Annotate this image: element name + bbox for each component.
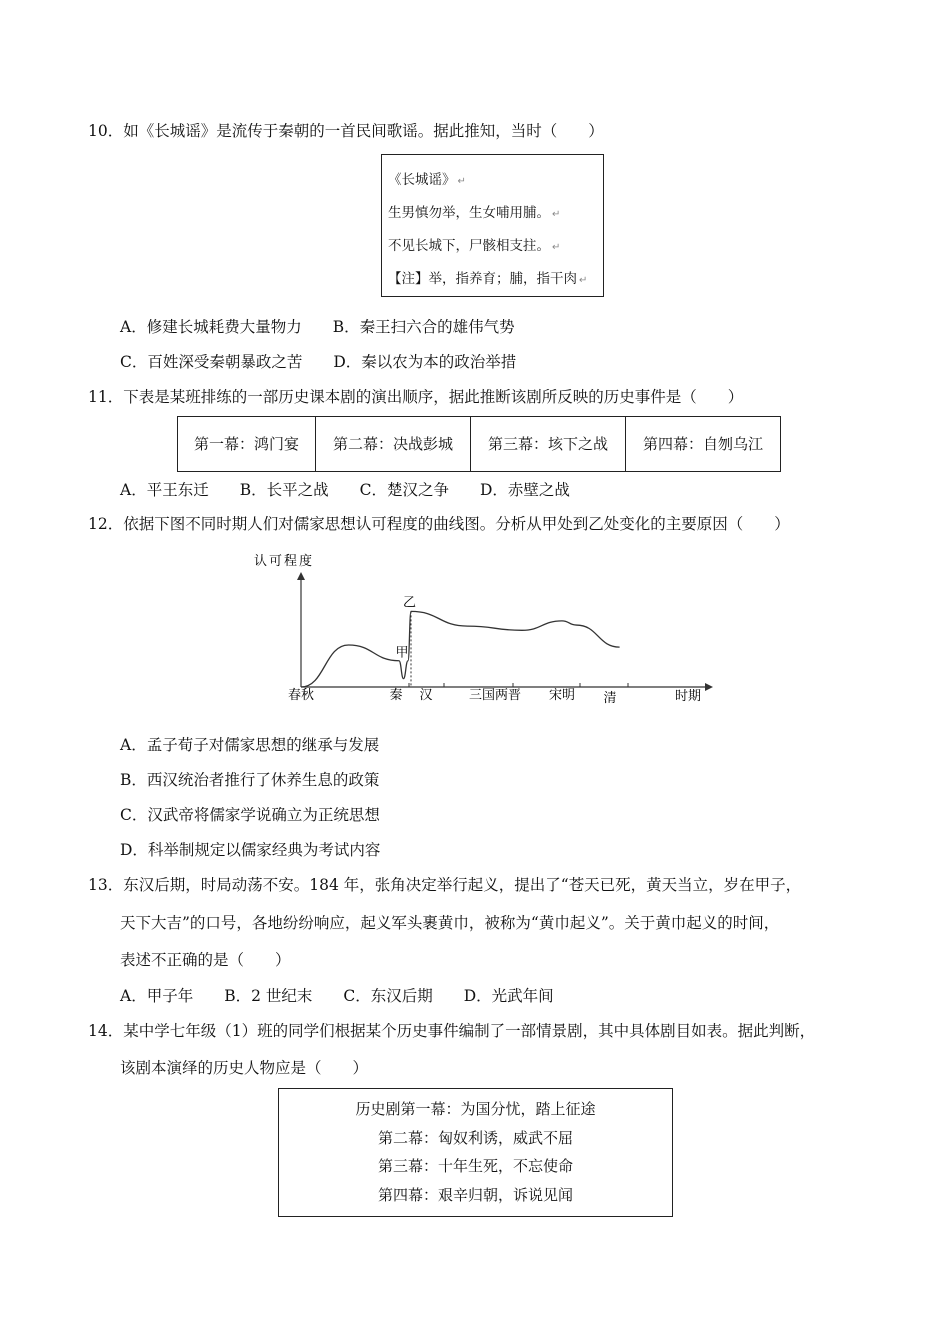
q14-line-2: 该剧本演绎的历史人物应是（ ） (120, 1059, 369, 1077)
acceptance-curve (301, 611, 620, 687)
q13-line-2: 天下大吉”的口号，各地纷纷响应，起义军头裹黄巾，被称为“黄巾起义”。关于黄巾起义的时间， (120, 914, 780, 932)
q11-stem: 11．下表是某班排练的一部历史课本剧的演出顺序，据此推断该剧所反映的历史事件是（ ） (88, 388, 744, 406)
q10-options-row2: C．百姓深受秦朝暴政之苦 D．秦以农为本的政治举措 (120, 353, 517, 371)
act-cell: 第三幕：垓下之战 (471, 417, 626, 472)
poem-line-2: 不见长城下，尸骸相支拄。 ↵ (388, 238, 561, 254)
play-act-4: 第四幕：艰辛归朝，诉说见闻 (377, 1186, 573, 1204)
q13-line-1: 13．东汉后期，时局动荡不安。184 年，张角决定举行起义，提出了“苍天已死，黄天当立，岁在甲子， (88, 876, 802, 894)
x-tick-label: 三国两晋 (469, 688, 522, 703)
q12-option-d: D．科举制规定以儒家经典为考试内容 (120, 841, 381, 859)
q10-options-row1: A．修建长城耗费大量物力 B．秦王扫六合的雄伟气势 (120, 318, 515, 336)
q12-stem: 12．依据下图不同时期人们对儒家思想认可程度的曲线图。分析从甲处到乙处变化的主要原因（ ） (88, 515, 790, 533)
x-tick-label: 春秋 (288, 688, 315, 703)
x-axis-label: 时期 (675, 689, 702, 704)
act-cell: 第四幕：自刎乌江 (626, 417, 781, 472)
x-axis-arrow (705, 683, 713, 691)
poem-note: 【注】举，指养育；脯，指干肉 ↵ (388, 271, 588, 287)
y-axis-label: 认可程度 (254, 554, 315, 569)
act-cell: 第一幕：鸿门宴 (178, 417, 316, 472)
y-axis-arrow (297, 572, 305, 580)
act-cell: 第二幕：决战彭城 (316, 417, 471, 472)
q12-chart (250, 545, 720, 710)
q14-line-1: 14．某中学七年级（1）班的同学们根据某个历史事件编制了一部情景剧，其中具体剧目如表。据此判断， (88, 1022, 816, 1040)
poem-title: 《长城谣》 ↵ (388, 172, 466, 188)
yi-label: 乙 (403, 595, 417, 611)
q10-poem-box (381, 154, 604, 297)
q11-acts-table (177, 416, 781, 472)
x-tick-label: 清 (603, 691, 617, 706)
q14-play-box (278, 1088, 673, 1217)
play-act-2: 第二幕：匈奴利诱，威武不屈 (377, 1129, 573, 1147)
x-tick-label: 汉 (419, 688, 433, 703)
play-act-3: 第三幕：十年生死，不忘使命 (377, 1157, 573, 1175)
q11-options: A．平王东迁 B．长平之战 C．楚汉之争 D．赤壁之战 (120, 481, 570, 499)
play-act-1: 历史剧第一幕：为国分忧，踏上征途 (355, 1100, 596, 1118)
q13-options: A．甲子年 B．2 世纪末 C．东汉后期 D．光武年间 (120, 987, 554, 1005)
jia-label: 甲 (395, 645, 409, 661)
q12-option-b: B．西汉统治者推行了休养生息的政策 (120, 771, 380, 789)
q13-line-3: 表述不正确的是（ ） (120, 951, 291, 969)
x-tick-label: 秦 (389, 688, 403, 703)
q10-stem: 10．如《长城谣》是流传于秦朝的一首民间歌谣。据此推知，当时（ ） (88, 122, 604, 140)
q12-option-a: A．孟子荀子对儒家思想的继承与发展 (120, 736, 380, 754)
x-tick-label: 宋明 (549, 688, 576, 703)
q12-option-c: C．汉武帝将儒家学说确立为正统思想 (120, 806, 380, 824)
poem-line-1: 生男慎勿举，生女哺用脯。 ↵ (388, 205, 561, 221)
